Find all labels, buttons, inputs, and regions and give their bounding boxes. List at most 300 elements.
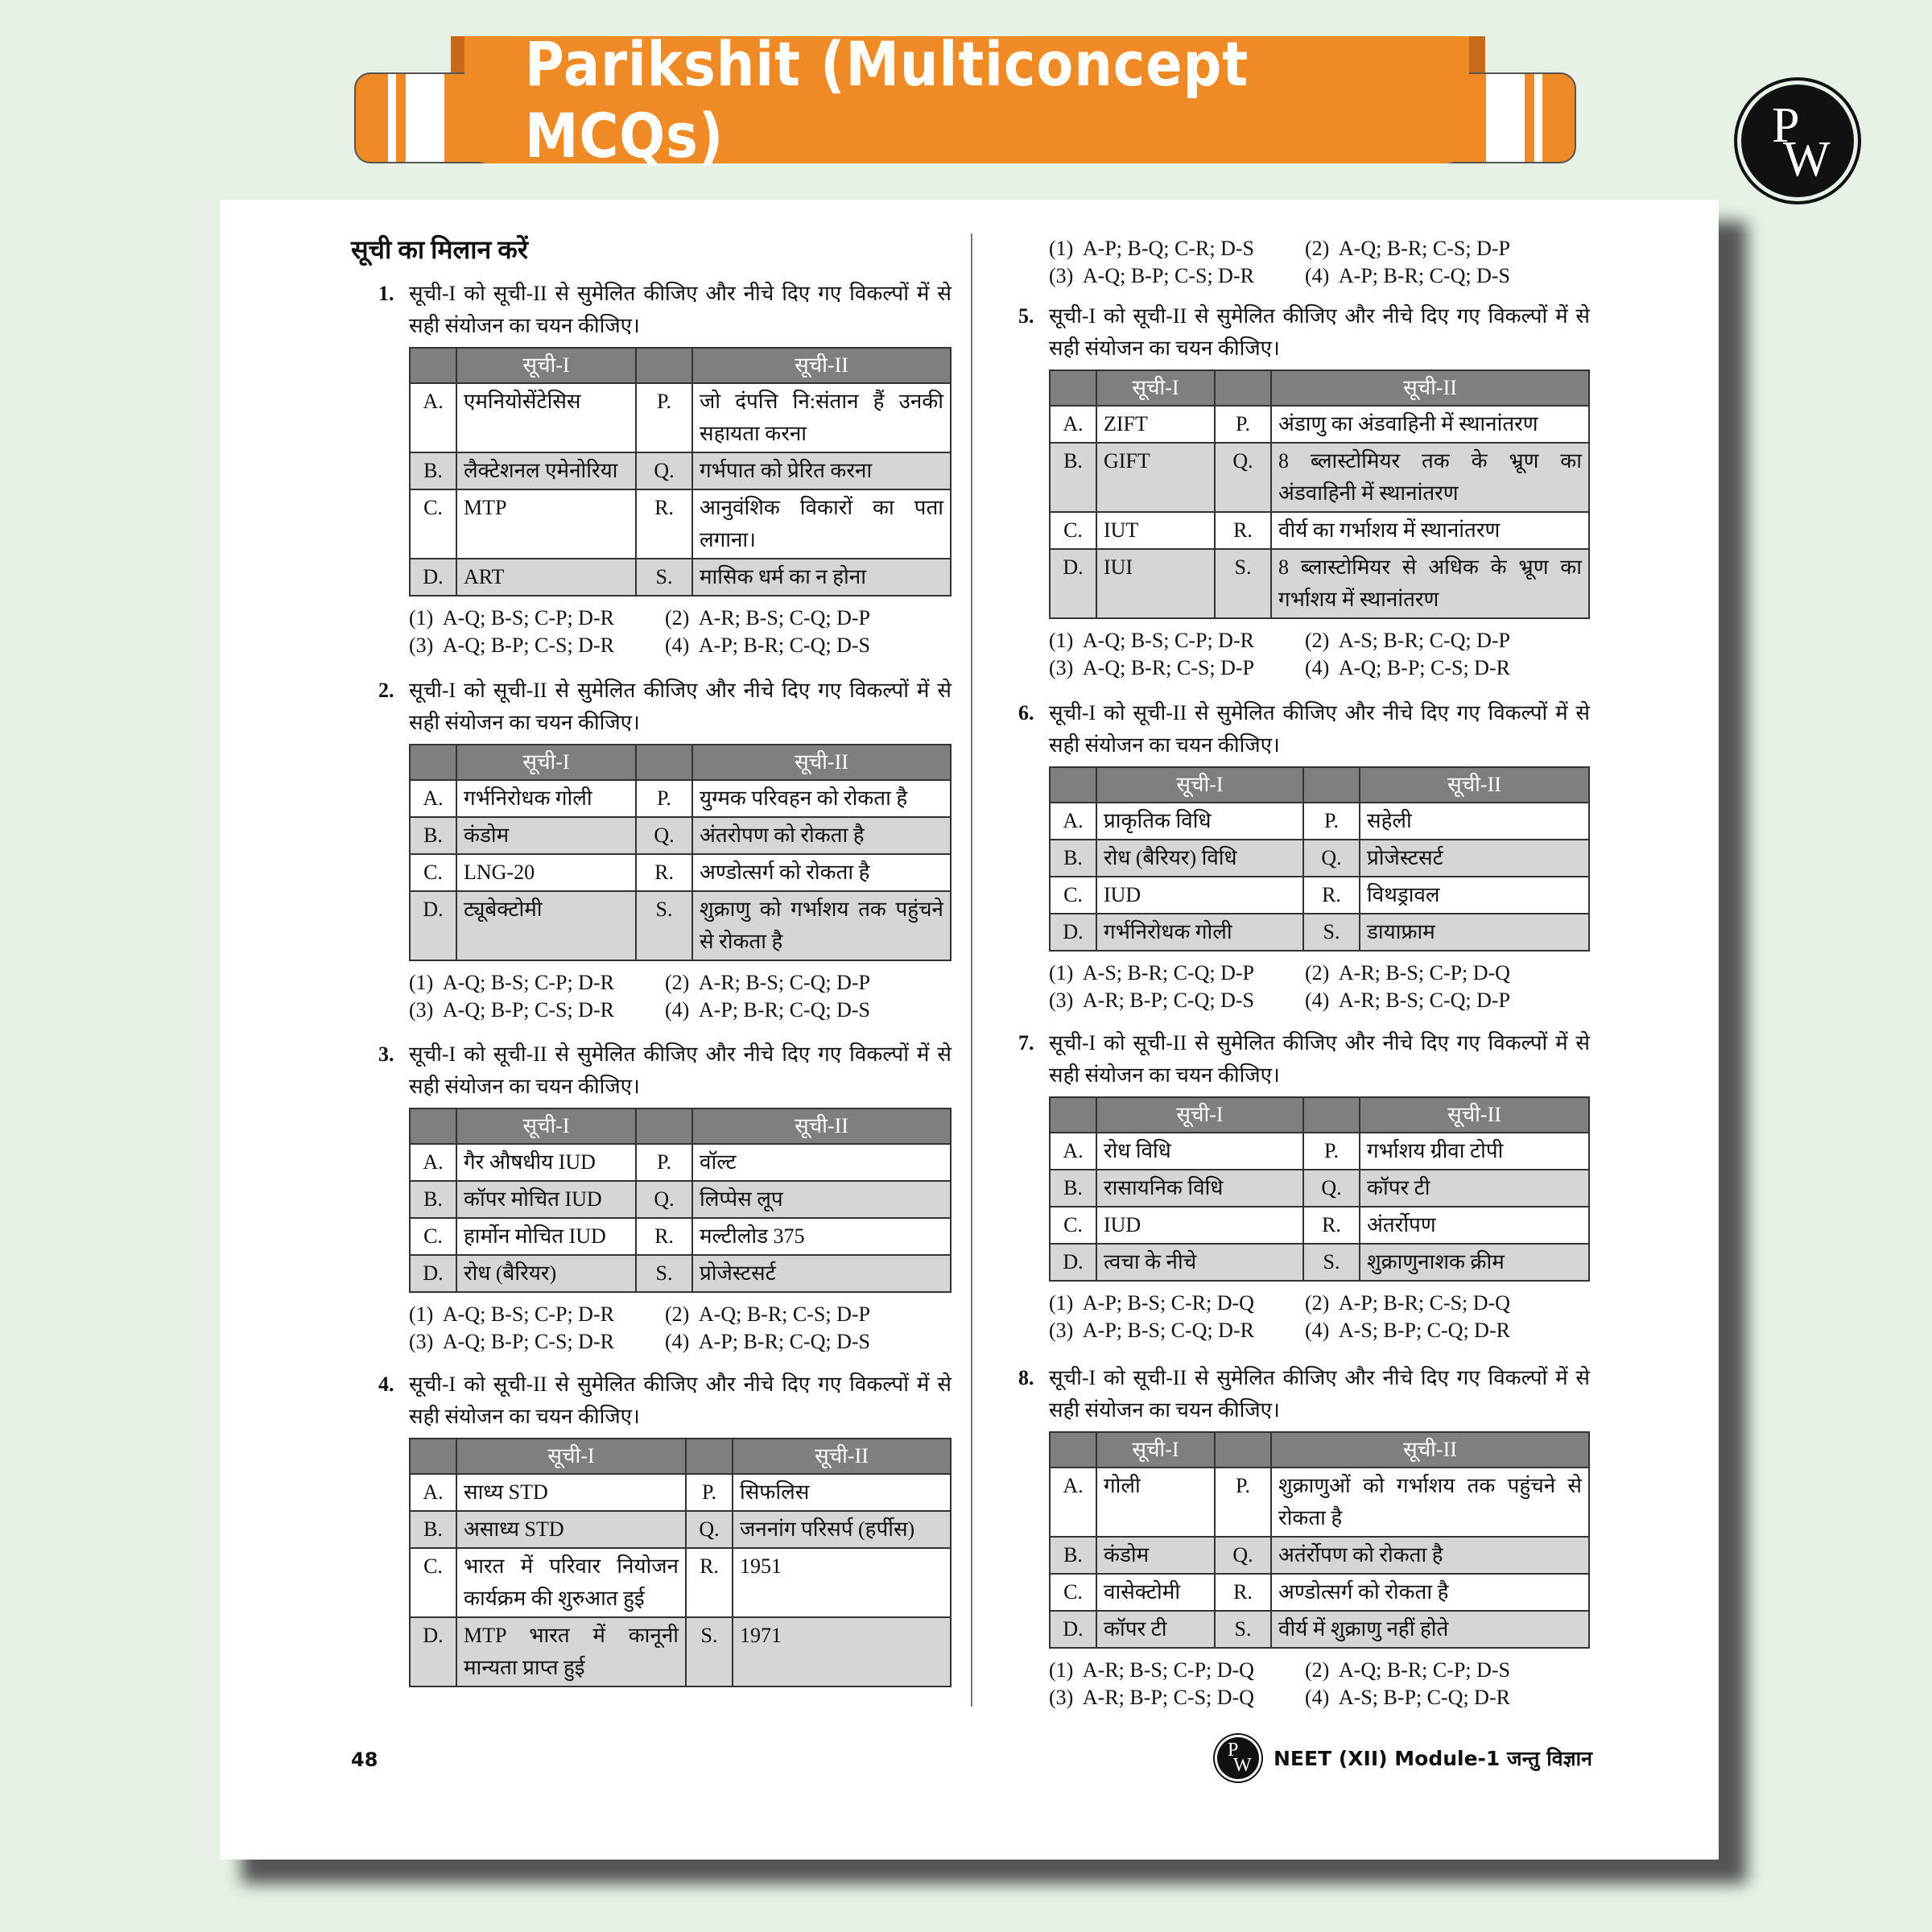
list-2-item: 8 ब्लास्टोमियर से अधिक के भ्रूण का गर्भाशय में स्थानांतरण	[1271, 549, 1589, 618]
table-row	[1050, 1574, 1589, 1611]
row-label-left: D.	[410, 891, 456, 960]
question-row	[378, 675, 952, 1024]
answer-options	[1049, 235, 1596, 290]
row-label-right: R.	[1215, 512, 1271, 549]
question-stem: सूची-I को सूची-II से सुमेलित कीजिए और नीचे दिए गए विकल्पों में से सही संयोजन का चयन कीजिए।	[1049, 701, 1590, 757]
question-row	[1018, 1027, 1590, 1344]
question-row	[1018, 697, 1590, 1014]
table-row	[410, 489, 951, 559]
header-list-2: सूची-II	[692, 1108, 951, 1144]
row-label-left: B.	[1050, 443, 1096, 512]
row-label-right: S.	[1215, 549, 1271, 618]
row-label-right: P.	[1215, 1468, 1271, 1537]
question-number: 8.	[1018, 1366, 1034, 1389]
list-1-item: एमनियोसेंटेसिस	[456, 383, 636, 452]
header-blank	[636, 1108, 692, 1144]
table-row	[1050, 1244, 1589, 1281]
question-1	[378, 278, 952, 659]
match-table	[1049, 369, 1590, 619]
table-row	[1050, 512, 1589, 549]
table-header-row	[1050, 767, 1589, 803]
list-2-item: मासिक धर्म का न होना	[692, 559, 951, 596]
row-label-left: C.	[1050, 1207, 1096, 1244]
header-blank	[636, 745, 692, 780]
list-2-item: वीर्य का गर्भाशय में स्थानांतरण	[1271, 512, 1589, 549]
list-1-item: IUI	[1096, 549, 1215, 618]
answer-option[interactable]: (2) A-Q; B-R; C-S; D-P	[665, 1302, 870, 1326]
answer-option[interactable]: (1) A-Q; B-S; C-P; D-R	[409, 606, 614, 630]
table-row	[1050, 406, 1589, 443]
header-list-2: सूची-II	[733, 1439, 951, 1474]
logo-letter-p: P	[1772, 98, 1800, 153]
list-1-item: कंडोम	[456, 817, 636, 854]
question-row	[378, 278, 952, 659]
header-list-2: सूची-II	[1360, 767, 1589, 803]
list-2-item: विथड्रावल	[1360, 877, 1589, 914]
row-label-right: Q.	[636, 1181, 692, 1218]
answer-option[interactable]: (3) A-Q; B-R; C-S; D-P	[1049, 656, 1254, 679]
list-2-item: 1951	[733, 1548, 951, 1617]
answer-options	[1049, 960, 1590, 1014]
list-2-item: वॉल्ट	[692, 1144, 951, 1181]
question-stem: सूची-I को सूची-II से सुमेलित कीजिए और नीचे दिए गए विकल्पों में से सही संयोजन का चयन कीजिए।	[1049, 1031, 1590, 1087]
answer-option[interactable]: (1) A-P; B-S; C-R; D-Q	[1049, 1291, 1254, 1315]
answer-option[interactable]: (1) A-P; B-Q; C-R; D-S	[1049, 237, 1254, 260]
row-label-left: D.	[410, 1255, 456, 1292]
row-label-left: A.	[410, 383, 456, 452]
row-label-right: R.	[1303, 877, 1360, 914]
question-7	[1018, 1027, 1590, 1344]
list-2-item: कॉपर टी	[1360, 1170, 1589, 1207]
table-row	[410, 891, 951, 960]
row-label-left: A.	[1050, 1133, 1096, 1170]
answer-options	[409, 969, 952, 1024]
question-body	[1049, 300, 1590, 682]
list-1-item: IUD	[1096, 1207, 1303, 1244]
band-stripe	[406, 74, 444, 162]
row-label-left: C.	[1050, 1574, 1096, 1611]
table-row	[1050, 877, 1589, 914]
row-label-left: C.	[410, 854, 456, 891]
row-label-right: Q.	[1215, 1537, 1271, 1574]
question-number: 3.	[378, 1042, 394, 1066]
table-header-row	[410, 1108, 951, 1144]
table-row	[1050, 1207, 1589, 1244]
list-2-item: मल्टीलोड 375	[692, 1218, 951, 1255]
table-header-row	[1050, 1097, 1589, 1133]
answer-options	[1049, 1657, 1590, 1711]
list-2-item: वीर्य में शुक्राणु नहीं होते	[1271, 1611, 1589, 1648]
list-2-item: जननांग परिसर्प (हर्पीस)	[733, 1511, 951, 1548]
row-label-left: D.	[1050, 1611, 1096, 1648]
row-label-right: P.	[636, 780, 692, 817]
list-1-item: वासेक्टोमी	[1096, 1574, 1215, 1611]
list-1-item: रासायनिक विधि	[1096, 1170, 1303, 1207]
question-body	[1049, 1027, 1590, 1344]
list-1-item: गोली	[1096, 1468, 1215, 1537]
table-row	[410, 559, 951, 596]
list-1-item: LNG-20	[456, 854, 636, 891]
answer-option[interactable]: (4) A-P; B-R; C-Q; D-S	[665, 1330, 870, 1353]
match-table	[409, 1108, 952, 1293]
answer-options	[409, 1301, 952, 1356]
table-row	[1050, 840, 1589, 877]
row-label-left: A.	[1050, 1468, 1096, 1537]
answer-option[interactable]: (4) A-P; B-R; C-Q; D-S	[665, 998, 870, 1022]
table-header-row	[410, 348, 951, 383]
question-4	[378, 1368, 952, 1687]
banner-tab	[464, 28, 1469, 171]
row-label-left: A.	[410, 780, 456, 817]
table-row	[1050, 1537, 1589, 1574]
list-2-item: डायाफ्राम	[1360, 914, 1589, 951]
question-body	[409, 1368, 952, 1687]
row-label-right: P.	[636, 383, 692, 452]
header-blank	[1050, 1432, 1096, 1468]
row-label-left: A.	[1050, 803, 1096, 840]
row-label-left: B.	[410, 1511, 456, 1548]
question-row	[378, 1368, 952, 1687]
question-4-options-continued	[1049, 227, 1596, 290]
question-body	[409, 675, 952, 1024]
table-row	[410, 1548, 951, 1617]
logo-letter-w: W	[1783, 132, 1831, 187]
list-1-item: कॉपर टी	[1096, 1611, 1215, 1648]
table-row	[410, 1617, 951, 1686]
list-1-item: भारत में परिवार नियोजन कार्यक्रम की शुरुआत हुई	[456, 1548, 686, 1617]
row-label-right: R.	[1303, 1207, 1360, 1244]
answer-option[interactable]: (4) A-P; B-R; C-Q; D-S	[665, 634, 870, 657]
answer-option[interactable]: (1) A-R; B-S; C-P; D-Q	[1049, 1658, 1254, 1682]
answer-option[interactable]: (3) A-Q; B-P; C-S; D-R	[1049, 264, 1254, 287]
question-number: 1.	[378, 282, 394, 305]
column-divider	[971, 233, 972, 1707]
row-label-left: A.	[1050, 406, 1096, 443]
row-label-right: R.	[686, 1548, 733, 1617]
row-label-left: B.	[1050, 1170, 1096, 1207]
header-list-1: सूची-I	[1096, 767, 1303, 803]
header-blank	[1303, 1097, 1360, 1133]
header-blank	[686, 1439, 733, 1474]
list-2-item: सिफलिस	[733, 1474, 951, 1511]
answer-options	[1049, 627, 1590, 682]
row-label-right: S.	[636, 559, 692, 596]
header-list-2: सूची-II	[1271, 1432, 1589, 1468]
match-table	[1049, 1096, 1590, 1282]
row-label-right: Q.	[686, 1511, 733, 1548]
row-label-left: B.	[1050, 1537, 1096, 1574]
question-3	[378, 1038, 952, 1356]
row-label-right: P.	[686, 1474, 733, 1511]
row-label-left: B.	[1050, 840, 1096, 877]
question-row	[1018, 1362, 1590, 1711]
answer-option[interactable]: (1) A-Q; B-S; C-P; D-R	[409, 971, 614, 994]
footer	[1217, 1737, 1592, 1779]
answer-option[interactable]: (1) A-S; B-R; C-Q; D-P	[1049, 961, 1254, 985]
row-label-right: S.	[1215, 1611, 1271, 1648]
row-label-right: S.	[1303, 1244, 1360, 1281]
table-header-row	[410, 745, 951, 780]
header-blank	[1215, 1432, 1271, 1468]
banner-title: Parikshit (Multiconcept MCQs)	[524, 28, 1249, 171]
row-label-left: D.	[410, 559, 456, 596]
footer-pw-logo-icon: P W	[1217, 1737, 1259, 1779]
table-row	[410, 817, 951, 854]
answer-option[interactable]: (1) A-Q; B-S; C-P; D-R	[409, 1302, 614, 1326]
pw-logo	[1741, 85, 1854, 197]
header-list-1: सूची-I	[456, 1108, 636, 1144]
question-body	[1049, 1362, 1590, 1711]
row-label-right: S.	[636, 1255, 692, 1292]
list-1-item: IUD	[1096, 877, 1303, 914]
row-label-left: A.	[410, 1144, 456, 1181]
row-label-left: D.	[410, 1617, 456, 1686]
question-body	[409, 1038, 952, 1356]
list-2-item: अंतर्रोपण	[1360, 1207, 1589, 1244]
header-list-1: सूची-I	[456, 1439, 686, 1474]
table-row	[1050, 1468, 1589, 1537]
header-blank	[410, 745, 456, 780]
row-label-right: P.	[1303, 1133, 1360, 1170]
row-label-right: P.	[1303, 803, 1360, 840]
row-label-left: C.	[410, 489, 456, 559]
header-list-2: सूची-II	[1271, 370, 1589, 406]
header-list-1: सूची-I	[1096, 1432, 1215, 1468]
answer-option[interactable]: (4) A-R; B-S; C-Q; D-P	[1305, 989, 1510, 1012]
row-label-left: B.	[410, 817, 456, 854]
list-1-item: ट्यूबेक्टोमी	[456, 891, 636, 960]
row-label-left: C.	[410, 1218, 456, 1255]
header-list-1: सूची-I	[1096, 370, 1215, 406]
question-stem: सूची-I को सूची-II से सुमेलित कीजिए और नीचे दिए गए विकल्पों में से सही संयोजन का चयन कीजिए।	[409, 1373, 952, 1428]
table-row	[410, 854, 951, 891]
list-2-item: 1971	[733, 1617, 951, 1686]
list-2-item: शुक्राणुओं को गर्भाशय तक पहुंचने से रोकता है	[1271, 1468, 1589, 1537]
table-row	[410, 780, 951, 817]
answer-option[interactable]: (4) A-P; B-R; C-Q; D-S	[1305, 264, 1510, 287]
list-2-item: गर्भपात को प्रेरित करना	[692, 452, 951, 489]
answer-option[interactable]: (3) A-R; B-P; C-S; D-Q	[1049, 1686, 1254, 1709]
question-6	[1018, 697, 1590, 1014]
table-row	[1050, 1611, 1589, 1648]
answer-option[interactable]: (3) A-R; B-P; C-Q; D-S	[1049, 989, 1254, 1012]
row-label-left: D.	[1050, 914, 1096, 951]
answer-option[interactable]: (2) A-P; B-R; C-S; D-Q	[1305, 1291, 1510, 1315]
answer-option[interactable]: (2) A-S; B-R; C-Q; D-P	[1305, 629, 1510, 652]
question-body	[409, 278, 952, 659]
row-label-right: R.	[1215, 1574, 1271, 1611]
list-1-item: MTP	[456, 489, 636, 559]
row-label-right: Q.	[1215, 443, 1271, 512]
list-1-item: IUT	[1096, 512, 1215, 549]
list-1-item: त्वचा के नीचे	[1096, 1244, 1303, 1281]
row-label-left: A.	[410, 1474, 456, 1511]
section-heading: सूची का मिलान करें	[351, 235, 528, 264]
match-table	[409, 744, 952, 961]
header-blank	[636, 348, 692, 383]
table-row	[1050, 549, 1589, 618]
row-label-right: S.	[686, 1617, 733, 1686]
footer-title: NEET (XII) Module-1 जन्तु विज्ञान	[1274, 1747, 1592, 1770]
answer-option[interactable]: (3) A-Q; B-P; C-S; D-R	[409, 1330, 614, 1353]
match-table	[409, 347, 952, 597]
header-list-1: सूची-I	[456, 348, 636, 383]
question-number: 4.	[378, 1373, 394, 1396]
table-header-row	[1050, 370, 1589, 406]
header-list-2: सूची-II	[692, 348, 951, 383]
question-number: 5.	[1018, 304, 1034, 328]
answer-options	[1049, 1290, 1590, 1344]
list-2-item: सहेली	[1360, 803, 1589, 840]
table-row	[410, 1144, 951, 1181]
table-row	[410, 452, 951, 489]
answer-option[interactable]: (3) A-P; B-S; C-Q; D-R	[1049, 1319, 1254, 1342]
list-2-item: अतंर्रोपण को रोकता है	[1271, 1537, 1589, 1574]
match-table	[1049, 766, 1590, 952]
list-2-item: युग्मक परिवहन को रोकता है	[692, 780, 951, 817]
table-row	[410, 1218, 951, 1255]
list-1-item: असाध्य STD	[456, 1511, 686, 1548]
row-label-left: C.	[410, 1548, 456, 1617]
table-row	[1050, 803, 1589, 840]
list-2-item: अण्डोत्सर्ग को रोकता है	[1271, 1574, 1589, 1611]
header-blank	[410, 1439, 456, 1474]
list-2-item: प्रोजेस्टसर्ट	[1360, 840, 1589, 877]
header-blank	[1050, 1097, 1096, 1133]
question-stem: सूची-I को सूची-II से सुमेलित कीजिए और नीचे दिए गए विकल्पों में से सही संयोजन का चयन कीजिए।	[409, 679, 952, 734]
row-label-left: C.	[1050, 877, 1096, 914]
question-stem: सूची-I को सूची-II से सुमेलित कीजिए और नीचे दिए गए विकल्पों में से सही संयोजन का चयन कीजिए।	[1049, 304, 1590, 360]
question-stem: सूची-I को सूची-II से सुमेलित कीजिए और नीचे दिए गए विकल्पों में से सही संयोजन का चयन कीजिए।	[409, 282, 952, 337]
answer-option[interactable]: (2) A-R; B-S; C-Q; D-P	[665, 971, 870, 994]
table-row	[1050, 914, 1589, 951]
list-2-item: आनुवंशिक विकारों का पता लगाना।	[692, 489, 951, 559]
match-table	[409, 1438, 952, 1687]
page-number: 48	[351, 1748, 378, 1771]
table-row	[410, 383, 951, 452]
list-1-item: साध्य STD	[456, 1474, 686, 1511]
header-blank	[1050, 370, 1096, 406]
answer-option[interactable]: (2) A-Q; B-R; C-P; D-S	[1305, 1658, 1510, 1682]
row-label-right: P.	[636, 1144, 692, 1181]
question-row	[378, 1038, 952, 1356]
list-1-item: रोध विधि	[1096, 1133, 1303, 1170]
header-blank	[1303, 767, 1360, 803]
list-1-item: रोध (बैरियर)	[456, 1255, 636, 1292]
row-label-right: Q.	[636, 817, 692, 854]
answer-option[interactable]: (2) A-Q; B-R; C-S; D-P	[1305, 237, 1510, 260]
answer-option[interactable]: (4) A-S; B-P; C-Q; D-R	[1305, 1686, 1510, 1709]
header-list-2: सूची-II	[1360, 1097, 1589, 1133]
list-1-item: ZIFT	[1096, 406, 1215, 443]
question-stem: सूची-I को सूची-II से सुमेलित कीजिए और नीचे दिए गए विकल्पों में से सही संयोजन का चयन कीजिए।	[409, 1042, 952, 1098]
question-row	[1018, 300, 1590, 682]
band-stripe	[1486, 74, 1525, 162]
row-label-left: C.	[1050, 512, 1096, 549]
table-row	[1050, 443, 1589, 512]
list-2-item: शुक्राणु को गर्भाशय तक पहुंचने से रोकता है	[692, 891, 951, 960]
match-table	[1049, 1431, 1590, 1649]
list-2-item: अंडाणु का अंडवाहिनी में स्थानांतरण	[1271, 406, 1589, 443]
row-label-right: Q.	[636, 452, 692, 489]
list-1-item: MTP भारत में कानूनी मान्यता प्राप्त हुई	[456, 1617, 686, 1686]
list-1-item: हार्मोन मोचित IUD	[456, 1218, 636, 1255]
list-1-item: GIFT	[1096, 443, 1215, 512]
list-2-item: लिप्पेस लूप	[692, 1181, 951, 1218]
list-1-item: गर्भनिरोधक गोली	[456, 780, 636, 817]
list-1-item: गर्भनिरोधक गोली	[1096, 914, 1303, 951]
row-label-left: D.	[1050, 549, 1096, 618]
row-label-right: R.	[636, 854, 692, 891]
row-label-right: P.	[1215, 406, 1271, 443]
list-1-item: प्राकृतिक विधि	[1096, 803, 1303, 840]
row-label-left: D.	[1050, 1244, 1096, 1281]
question-body	[1049, 697, 1590, 1014]
question-stem: सूची-I को सूची-II से सुमेलित कीजिए और नीचे दिए गए विकल्पों में से सही संयोजन का चयन कीजिए।	[1049, 1366, 1590, 1422]
header-list-1: सूची-I	[1096, 1097, 1303, 1133]
row-label-right: S.	[636, 891, 692, 960]
answer-option[interactable]: (1) A-Q; B-S; C-P; D-R	[1049, 629, 1254, 652]
header-blank	[1050, 767, 1096, 803]
list-1-item: कॉपर मोचित IUD	[456, 1181, 636, 1218]
list-2-item: प्रोजेस्टसर्ट	[692, 1255, 951, 1292]
header-blank	[410, 348, 456, 383]
row-label-right: S.	[1303, 914, 1360, 951]
answer-option[interactable]: (2) A-R; B-S; C-P; D-Q	[1305, 961, 1510, 985]
list-1-item: कंडोम	[1096, 1537, 1215, 1574]
answer-option[interactable]: (4) A-Q; B-P; C-S; D-R	[1305, 656, 1510, 679]
row-label-right: R.	[636, 489, 692, 559]
list-1-item: ART	[456, 559, 636, 596]
question-8	[1018, 1362, 1590, 1711]
list-2-item: अण्डोत्सर्ग को रोकता है	[692, 854, 951, 891]
table-row	[1050, 1133, 1589, 1170]
row-label-right: Q.	[1303, 840, 1360, 877]
question-number: 6.	[1018, 701, 1034, 724]
table-header-row	[1050, 1432, 1589, 1468]
header-list-2: सूची-II	[692, 745, 951, 780]
table-row	[1050, 1170, 1589, 1207]
row-label-right: R.	[636, 1218, 692, 1255]
list-2-item: जो दंपत्ति नि:संतान हैं उनकी सहायता करना	[692, 383, 951, 452]
band-stripe	[388, 74, 396, 162]
header-blank	[1215, 370, 1271, 406]
question-5	[1018, 300, 1590, 682]
answer-option[interactable]: (3) A-Q; B-P; C-S; D-R	[409, 998, 614, 1022]
list-1-item: लैक्टेशनल एमेनोरिया	[456, 452, 636, 489]
answer-options	[409, 605, 952, 659]
list-1-item: रोध (बैरियर) विधि	[1096, 840, 1303, 877]
answer-option[interactable]: (4) A-S; B-P; C-Q; D-R	[1305, 1319, 1510, 1342]
table-row	[410, 1181, 951, 1218]
table-row	[410, 1255, 951, 1292]
list-2-item: 8 ब्लास्टोमियर तक के भ्रूण का अंडवाहिनी में स्थानांतरण	[1271, 443, 1589, 512]
header-list-1: सूची-I	[456, 745, 636, 780]
question-number: 7.	[1018, 1031, 1034, 1055]
list-1-item: गैर औषधीय IUD	[456, 1144, 636, 1181]
list-2-item: अंतरोपण को रोकता है	[692, 817, 951, 854]
table-header-row	[410, 1439, 951, 1474]
table-row	[410, 1511, 951, 1548]
answer-option[interactable]: (2) A-R; B-S; C-Q; D-P	[665, 606, 870, 630]
header-blank	[410, 1108, 456, 1144]
row-label-left: B.	[410, 1181, 456, 1218]
question-number: 2.	[378, 679, 394, 702]
list-2-item: शुक्राणुनाशक क्रीम	[1360, 1244, 1589, 1281]
answer-option[interactable]: (3) A-Q; B-P; C-S; D-R	[409, 634, 614, 657]
table-row	[410, 1474, 951, 1511]
row-label-left: B.	[410, 452, 456, 489]
